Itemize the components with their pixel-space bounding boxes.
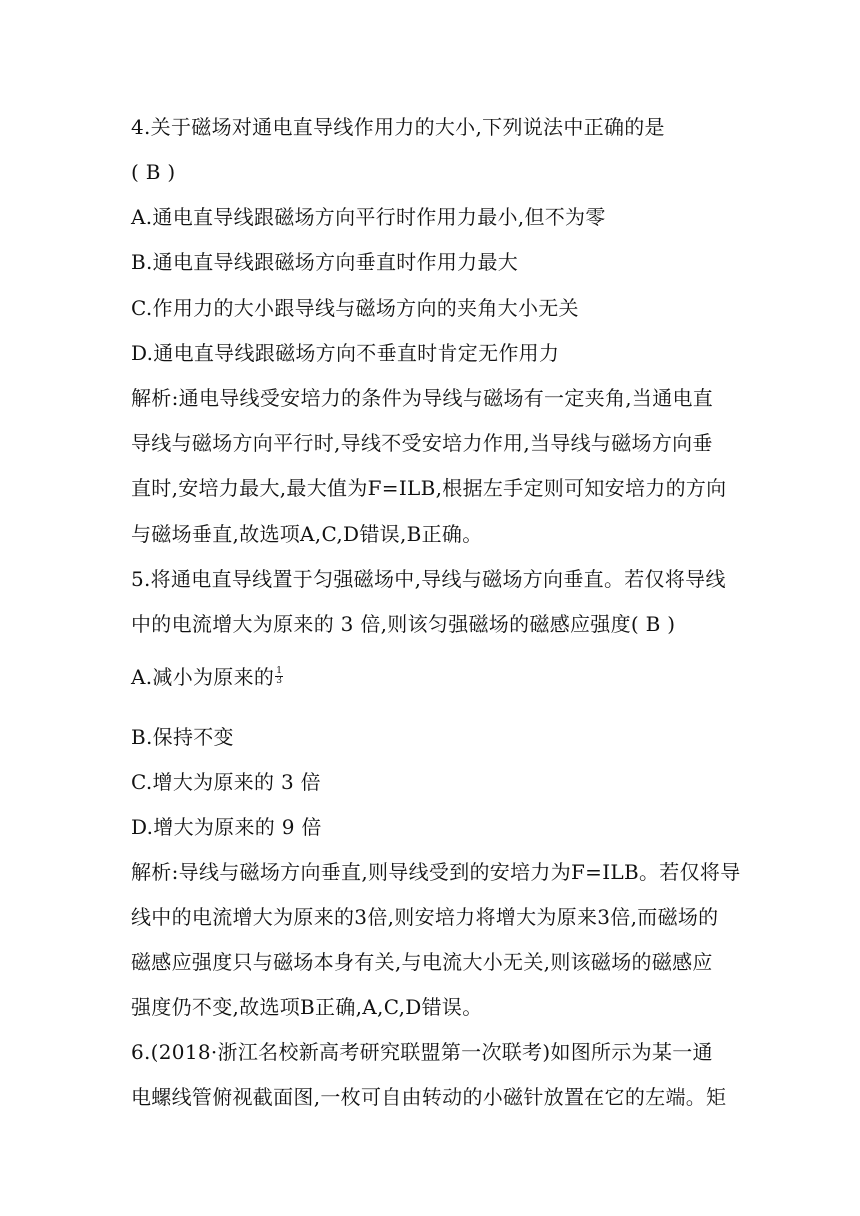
q5-option-b: B.保持不变 (131, 725, 234, 749)
q4-option-b: B.通电直导线跟磁场方向垂直时作用力最大 (131, 250, 519, 274)
q5-analysis-line-1: 解析:导线与磁场方向垂直,则导线受到的安培力为F=ILB。若仅将导 (131, 860, 741, 884)
q4-option-c: C.作用力的大小跟导线与磁场方向的夹角大小无关 (131, 296, 579, 320)
fraction-denominator: 3 (276, 676, 283, 686)
q5-option-a-fraction (275, 667, 283, 686)
q5-analysis-line-3: 磁感应强度只与磁场本身有关,与电流大小无关,则该磁场的磁感应 (131, 950, 713, 974)
q4-analysis-line-3: 直时,安培力最大,最大值为F=ILB,根据左手定则可知安培力的方向 (131, 476, 727, 500)
q6-stem-line-1: 6.(2018·浙江名校新高考研究联盟第一次联考)如图所示为某一通 (131, 1040, 713, 1064)
q5-option-c: C.增大为原来的 3 倍 (131, 770, 321, 794)
q4-analysis-line-2: 导线与磁场方向平行时,导线不受安培力作用,当导线与磁场方向垂 (131, 431, 713, 455)
q4-analysis-line-4: 与磁场垂直,故选项A,C,D错误,B正确。 (131, 522, 483, 546)
q5-option-d: D.增大为原来的 9 倍 (131, 815, 322, 839)
q4-stem: 4.关于磁场对通电直导线作用力的大小,下列说法中正确的是 (131, 115, 665, 139)
q4-option-a: A.通电直导线跟磁场方向平行时作用力最小,但不为零 (131, 205, 606, 229)
q4-analysis-line-1: 解析:通电导线受安培力的条件为导线与磁场有一定夹角,当通电直 (131, 386, 714, 410)
q5-analysis-line-2: 线中的电流增大为原来的3倍,则安培力将增大为原来3倍,而磁场的 (131, 905, 719, 929)
fraction-numerator: 1 (276, 666, 283, 676)
q5-analysis-line-4: 强度仍不变,故选项B正确,A,C,D错误。 (131, 995, 483, 1019)
q5-stem-line-2: 中的电流增大为原来的 3 倍,则该匀强磁场的磁感应强度( B ) (131, 612, 676, 636)
q5-stem-line-1: 5.将通电直导线置于匀强磁场中,导线与磁场方向垂直。若仅将导线 (131, 567, 726, 591)
q4-option-d: D.通电直导线跟磁场方向不垂直时肯定无作用力 (131, 341, 560, 365)
q4-answer: ( B ) (131, 160, 176, 184)
q5-option-a-text: A.减小为原来的 (131, 665, 275, 689)
q6-stem-line-2: 电螺线管俯视截面图,一枚可自由转动的小磁针放置在它的左端。矩 (131, 1085, 727, 1109)
q5-option-a (131, 665, 283, 689)
